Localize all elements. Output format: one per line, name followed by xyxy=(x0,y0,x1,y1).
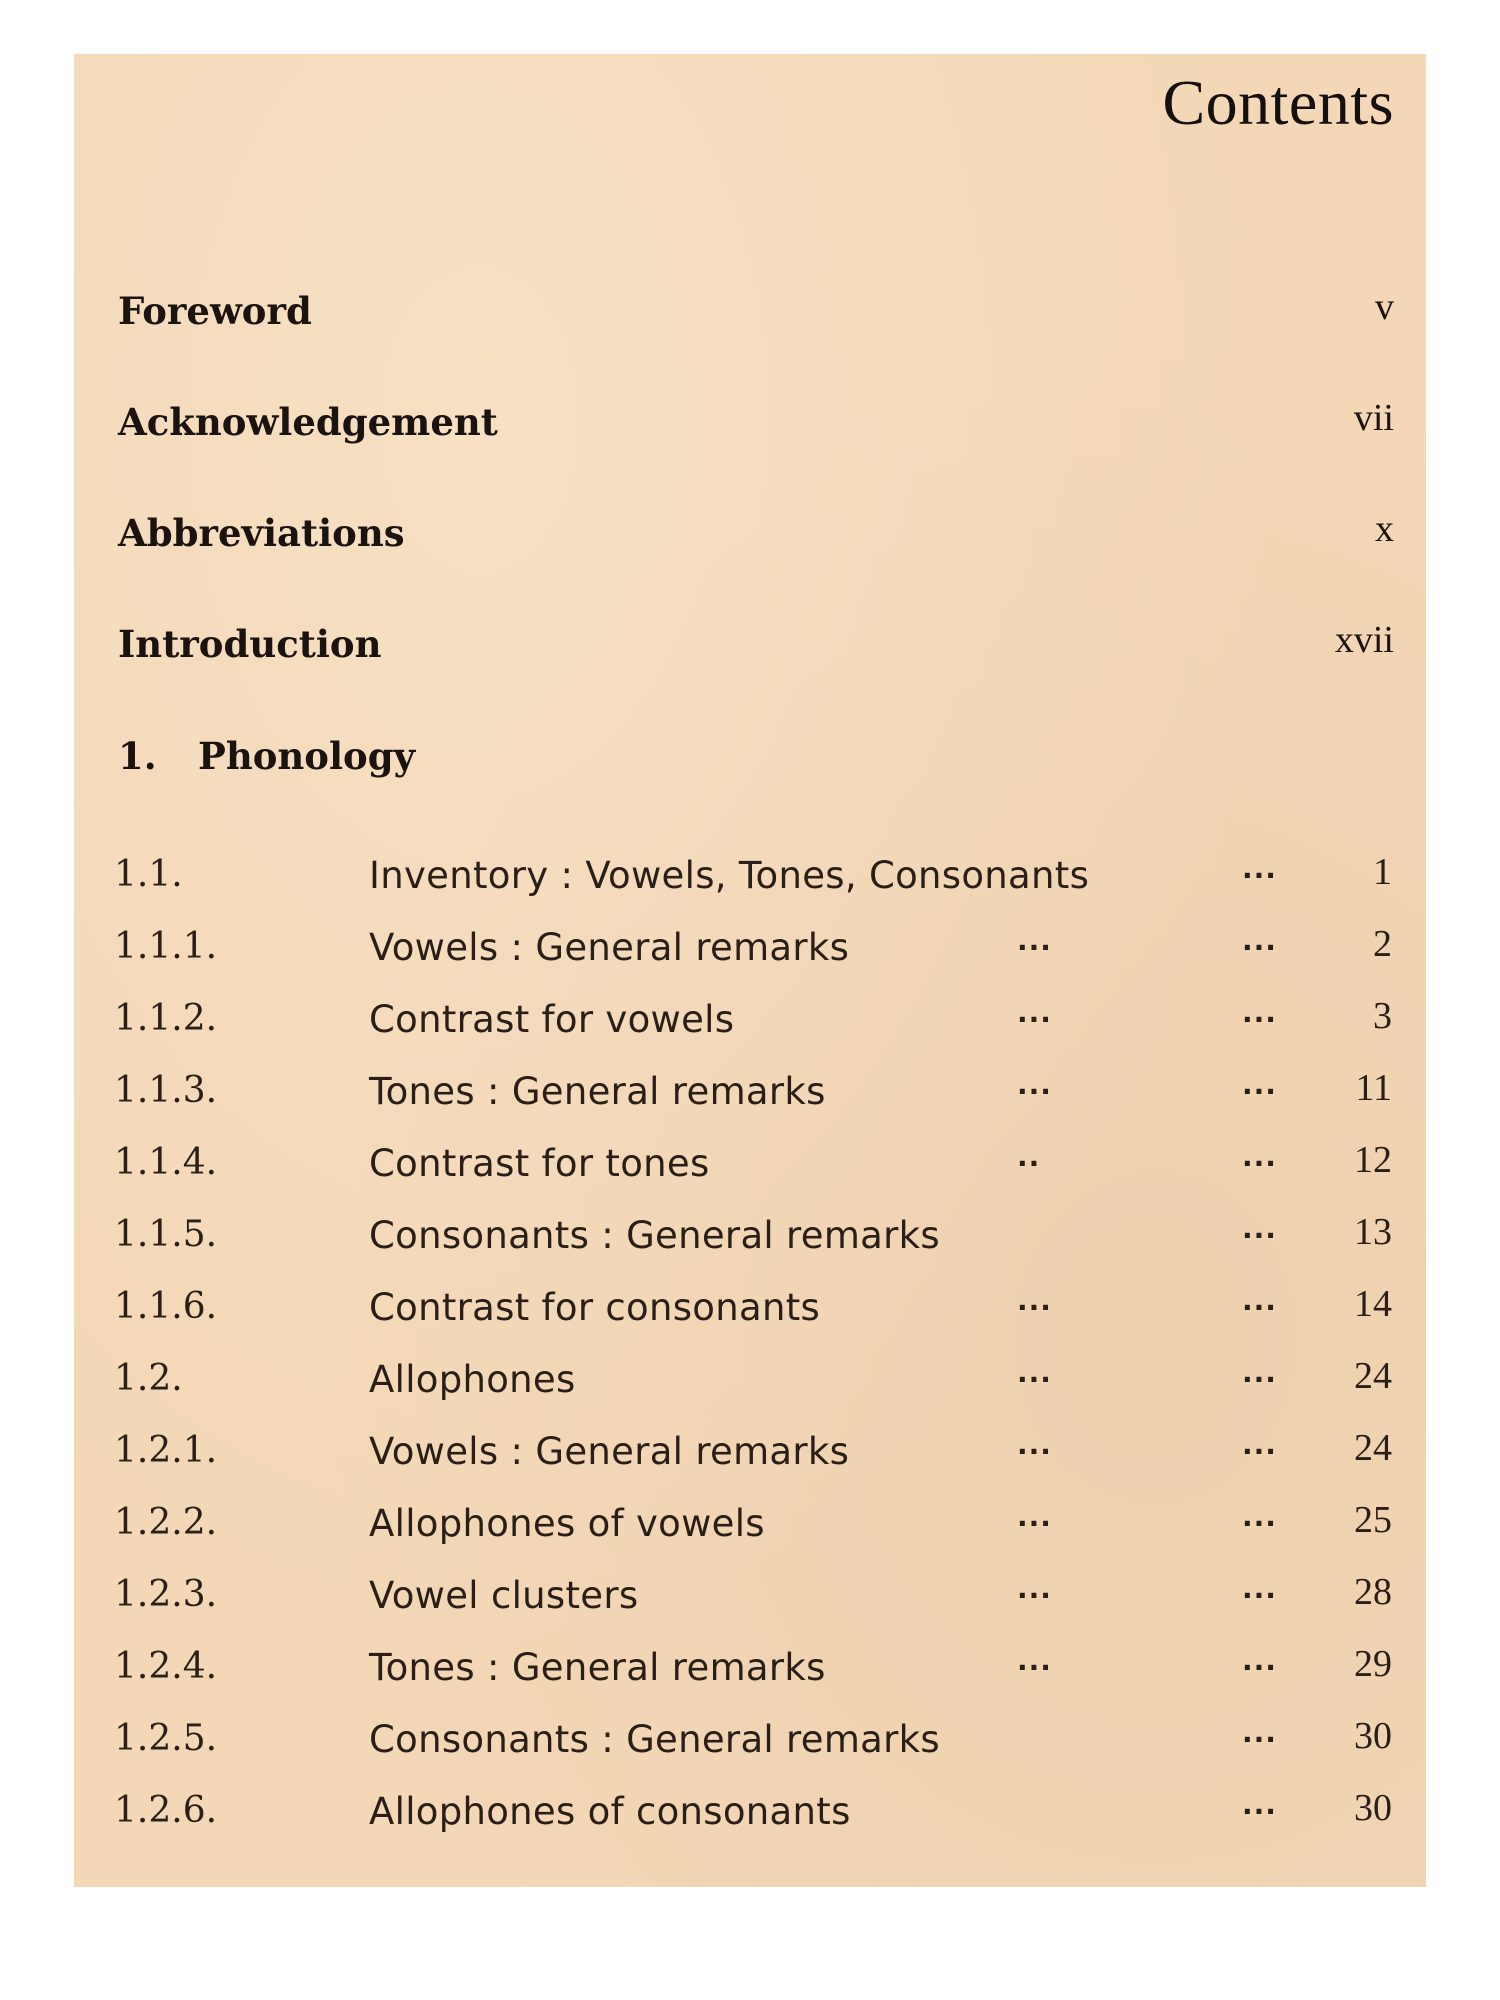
toc-entry-number: 1.1.2. xyxy=(114,998,218,1039)
toc-leader-dots: ... xyxy=(1017,1644,1052,1677)
toc-entry-number: 1.1.4. xyxy=(114,1142,218,1183)
toc-entry-page: 13 xyxy=(1354,1211,1392,1253)
toc-leader-dots: ... xyxy=(1017,1068,1052,1101)
toc-entry-page: 12 xyxy=(1354,1139,1392,1181)
toc-entry xyxy=(114,1499,1392,1558)
toc-front-label: Acknowledgement xyxy=(118,400,498,444)
toc-entry-number: 1.2.5. xyxy=(114,1718,218,1759)
toc-front-row xyxy=(118,397,1394,460)
toc-entry xyxy=(114,1571,1392,1630)
toc-leader-dots: ... xyxy=(1242,1644,1277,1677)
toc-leader-dots: ... xyxy=(1017,1500,1052,1533)
toc-entry xyxy=(114,1067,1392,1126)
toc-leader-dots: ... xyxy=(1242,1788,1277,1821)
toc-entry-title: Vowels : General remarks xyxy=(369,926,850,969)
toc-front-page: vii xyxy=(1353,397,1394,439)
toc-entry-number: 1.1.3. xyxy=(114,1070,218,1111)
toc-entry-page: 30 xyxy=(1354,1787,1392,1829)
toc-entry-title: Allophones xyxy=(369,1358,576,1401)
toc-entry xyxy=(114,1643,1392,1702)
toc-leader-dots: ... xyxy=(1242,852,1277,885)
toc-entry-title: Consonants : General remarks xyxy=(369,1718,940,1761)
toc-entry-number: 1.1.1. xyxy=(114,926,218,967)
toc-entry xyxy=(114,1139,1392,1198)
toc-entry xyxy=(114,1355,1392,1414)
toc-front-row xyxy=(118,619,1394,682)
toc-entry-number: 1.1. xyxy=(114,854,183,895)
toc-entry-page: 2 xyxy=(1373,923,1392,965)
toc-front-label: Introduction xyxy=(118,622,382,666)
toc-entry-title: Vowel clusters xyxy=(369,1574,639,1617)
toc-entry-title: Tones : General remarks xyxy=(369,1070,826,1113)
toc-leader-dots: .. xyxy=(1017,1140,1041,1173)
toc-entry-page: 11 xyxy=(1355,1067,1392,1109)
toc-entry-page: 25 xyxy=(1354,1499,1392,1541)
toc-leader-dots: ... xyxy=(1242,1500,1277,1533)
toc-front-row xyxy=(118,508,1394,571)
toc-leader-dots: ... xyxy=(1242,1428,1277,1461)
toc-entry-title: Allophones of consonants xyxy=(369,1790,851,1833)
toc-leader-dots: ... xyxy=(1017,1284,1052,1317)
toc-entry xyxy=(114,1211,1392,1270)
toc-entry-page: 24 xyxy=(1354,1427,1392,1469)
toc-entry-page: 28 xyxy=(1354,1571,1392,1613)
toc-entry-page: 30 xyxy=(1354,1715,1392,1757)
toc-leader-dots: ... xyxy=(1242,1140,1277,1173)
chapter-number: 1. xyxy=(118,734,157,778)
toc-entry-title: Tones : General remarks xyxy=(369,1646,826,1689)
toc-front-page: v xyxy=(1375,286,1394,328)
book-page xyxy=(74,54,1426,1887)
toc-entry xyxy=(114,1427,1392,1486)
chapter-heading xyxy=(118,734,415,778)
toc-entry-number: 1.2.3. xyxy=(114,1574,218,1615)
toc-entry-number: 1.2.6. xyxy=(114,1790,218,1831)
toc-entry-title: Allophones of vowels xyxy=(369,1502,765,1545)
toc-entry-title: Contrast for vowels xyxy=(369,998,735,1041)
toc-entry-number: 1.2.4. xyxy=(114,1646,218,1687)
toc-leader-dots: ... xyxy=(1242,1356,1277,1389)
toc-front-page: x xyxy=(1375,508,1394,550)
toc-leader-dots: ... xyxy=(1242,1572,1277,1605)
toc-entry-title: Inventory : Vowels, Tones, Consonants xyxy=(369,854,1090,897)
toc-front-page: xvii xyxy=(1334,619,1394,661)
toc-entry-title: Vowels : General remarks xyxy=(369,1430,850,1473)
toc-front-label: Foreword xyxy=(118,289,312,333)
toc-entry xyxy=(114,923,1392,982)
toc-front-row xyxy=(118,286,1394,349)
toc-leader-dots: ... xyxy=(1017,1356,1052,1389)
toc-entry-title: Consonants : General remarks xyxy=(369,1214,940,1257)
toc-front-label: Abbreviations xyxy=(118,511,405,555)
toc-entry xyxy=(114,1715,1392,1774)
toc-leader-dots: ... xyxy=(1242,1212,1277,1245)
toc-leader-dots: ... xyxy=(1017,996,1052,1029)
toc-leader-dots: ... xyxy=(1242,1068,1277,1101)
toc-entry-page: 14 xyxy=(1354,1283,1392,1325)
toc-leader-dots: ... xyxy=(1242,996,1277,1029)
toc-entry-number: 1.1.5. xyxy=(114,1214,218,1255)
toc-leader-dots: ... xyxy=(1242,1716,1277,1749)
toc-entry-page: 29 xyxy=(1354,1643,1392,1685)
toc-entry-page: 1 xyxy=(1373,851,1392,893)
toc-entry-number: 1.2. xyxy=(114,1358,183,1399)
toc-entry xyxy=(114,1787,1392,1846)
toc-leader-dots: ... xyxy=(1242,1284,1277,1317)
toc-entry-page: 3 xyxy=(1373,995,1392,1037)
toc-entry-title: Contrast for tones xyxy=(369,1142,710,1185)
toc-entry-page: 24 xyxy=(1354,1355,1392,1397)
toc-entry xyxy=(114,851,1392,910)
toc-entry xyxy=(114,1283,1392,1342)
toc-entry-number: 1.2.1. xyxy=(114,1430,218,1471)
toc-leader-dots: ... xyxy=(1017,1572,1052,1605)
toc-entry xyxy=(114,995,1392,1054)
toc-entry-number: 1.2.2. xyxy=(114,1502,218,1543)
toc-leader-dots: ... xyxy=(1242,924,1277,957)
toc-entry-number: 1.1.6. xyxy=(114,1286,218,1327)
chapter-title: Phonology xyxy=(198,734,416,778)
toc-leader-dots: ... xyxy=(1017,1428,1052,1461)
toc-leader-dots: ... xyxy=(1017,924,1052,957)
page-title: Contents xyxy=(1162,67,1394,138)
toc-entry-title: Contrast for consonants xyxy=(369,1286,821,1329)
